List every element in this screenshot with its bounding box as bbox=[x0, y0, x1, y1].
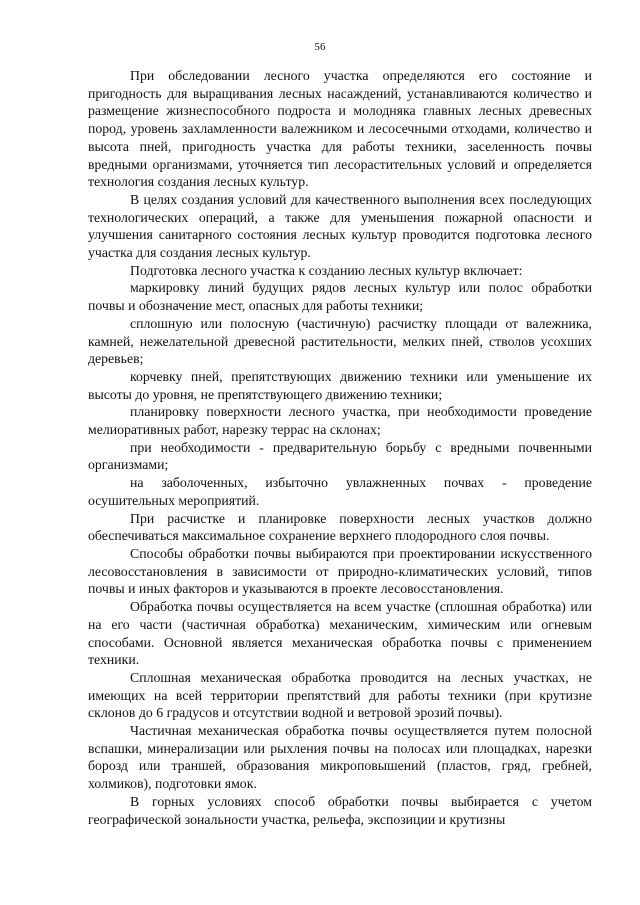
page-number: 56 bbox=[314, 41, 326, 53]
body-text bbox=[88, 67, 592, 828]
paragraph: Подготовка лесного участка к созданию лесных культур включает: bbox=[130, 262, 523, 278]
list-item: маркировку линий будущих рядов лесных культур или полос обработки почвы и обозначение мест, опасных для работы техники; bbox=[88, 280, 592, 314]
paragraph: При расчистке и планировке поверхности лесных участков должно обеспечиваться максимальное сохранение верхнего плодородного слоя почвы. bbox=[88, 510, 592, 544]
paragraph: При обследовании лесного участка определяются его состояние и пригодность для выращивания лесных насаждений, устанавливаются количество и размещение жизнеспособного подроста и молодняка главных лесных древесных пород, уровень захламленности валежником и лесосечными отходами, количество и высота пней, пригодность участка для работы техники, заселенность почвы вредными организмами, уточняется тип лесорастительных условий и определяется технология создания лесных культур. bbox=[88, 68, 592, 190]
paragraph: Частичная механическая обработка почвы осуществляется путем полосной вспашки, минерализации или рыхления почвы на полосах или площадках, нарезки борозд или траншей, образования микроповышений (пластов, гряд, гребней, холмиков), подготовки ямок. bbox=[88, 723, 592, 792]
paragraph: Способы обработки почвы выбираются при проектировании искусственного лесовосстановления в зависимости от природно-климатических условий, типов почвы и иных факторов и указываются в проекте лесовосстановления. bbox=[88, 545, 592, 597]
paragraph: В целях создания условий для качественного выполнения всех последующих технологических операций, а также для уменьшения пожарной опасности и улучшения санитарного состояния лесных культур проводится подготовка лесного участка для создания лесных культур. bbox=[88, 191, 592, 261]
paragraph: Обработка почвы осуществляется на всем участке (сплошная обработка) или на его части (частичная обработка) механическим, химическим или огневым способами. Основной является механическая обработка почвы с применением техники. bbox=[88, 599, 592, 668]
paragraph: Сплошная механическая обработка проводится на лесных участках, не имеющих на всей территории препятствий для работы техники (при крутизне склонов до 6 градусов и отсутствии водной и ветровой эрозий почвы). bbox=[88, 669, 592, 721]
list-item: корчевку пней, препятствующих движению техники или уменьшение их высоты до уровня, не препятствующего движению техники; bbox=[88, 368, 592, 402]
paragraph: В горных условиях способ обработки почвы выбирается с учетом географической зональности участка, рельефа, экспозиции и крутизны bbox=[88, 793, 592, 827]
list-item: сплошную или полосную (частичную) расчистку площади от валежника, камней, нежелательной древесной растительности, мелких пней, стволов усохших деревьев; bbox=[88, 315, 592, 367]
list-item: на заболоченных, избыточно увлажненных почвах - проведение осушительных мероприятий. bbox=[88, 475, 592, 508]
list-item: планировку поверхности лесного участка, при необходимости проведение мелиоративных работ, нарезку террас на склонах; bbox=[88, 404, 592, 438]
list-item: при необходимости - предварительную борьбу с вредными почвенными организмами; bbox=[88, 439, 592, 473]
